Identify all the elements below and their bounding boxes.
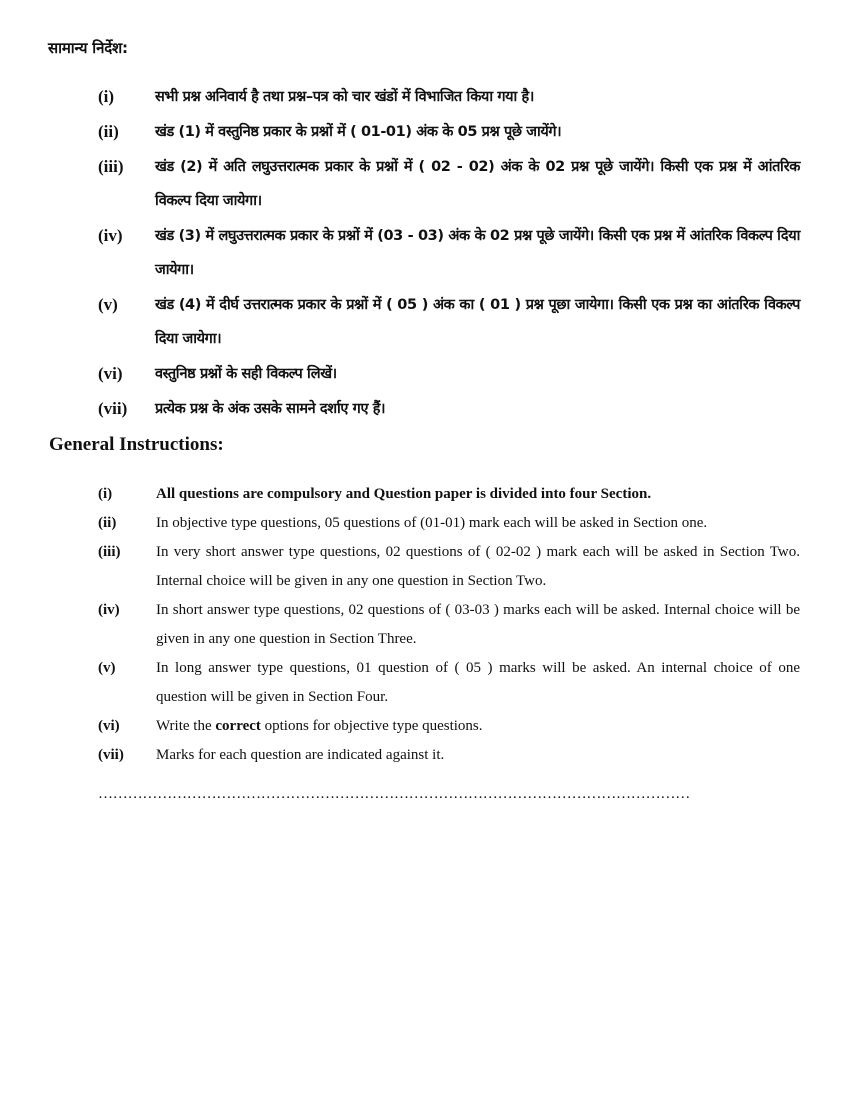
hindi-item-number: (ii) — [98, 122, 119, 141]
text-segment: options for objective type questions. — [260, 718, 483, 734]
english-instructions-list — [98, 480, 800, 770]
english-instruction-item — [98, 741, 800, 770]
hindi-item-number: (iii) — [98, 157, 124, 176]
hindi-item-text: खंड (3) में लघुउत्तरात्मक प्रकार के प्रश्नों में (03 - 03) अंक के 02 प्रश्न पूछे जायेंगे। किसी एक प्रश्न में आंतरिक विकल्प दिया जायेगा। — [155, 228, 800, 278]
hindi-instructions-heading: सामान्य निर्देश: — [48, 39, 128, 57]
english-item-text — [156, 712, 800, 741]
hindi-item-text: वस्तुनिष्ठ प्रश्नों के सही विकल्प लिखें। — [155, 366, 337, 382]
english-item-number: (i) — [98, 486, 113, 502]
english-instruction-item — [98, 509, 800, 538]
english-item-number: (vii) — [98, 747, 124, 763]
english-instruction-item — [98, 654, 800, 712]
english-item-text: All questions are compulsory and Question paper is divided into four Section. — [156, 486, 652, 502]
hindi-item-number: (i) — [98, 87, 115, 106]
hindi-item-text: प्रत्येक प्रश्न के अंक उसके सामने दर्शाए गए हैं। — [155, 401, 386, 417]
english-item-number: (iii) — [98, 544, 121, 560]
english-item-number: (vi) — [98, 718, 120, 734]
english-item-text: In short answer type questions, 02 questions of ( 03-03 ) marks each will be asked. Internal choice will be given in any one question in Section Three. — [156, 602, 800, 647]
hindi-instruction-item — [98, 223, 800, 287]
text-segment: Write the — [156, 718, 216, 734]
hindi-instruction-item — [98, 292, 800, 356]
hindi-instruction-item — [98, 361, 800, 391]
general-instructions-heading: General Instructions: — [49, 434, 224, 455]
hindi-item-number: (vii) — [98, 399, 128, 418]
hindi-item-number: (v) — [98, 295, 118, 314]
hindi-instruction-item — [98, 84, 800, 114]
hindi-instruction-item — [98, 119, 800, 149]
english-item-number: (v) — [98, 660, 116, 676]
hindi-instruction-item — [98, 396, 800, 426]
hindi-item-text: सभी प्रश्न अनिवार्य है तथा प्रश्न–पत्र को चार खंडों में विभाजित किया गया है। — [155, 89, 534, 105]
end-dotted-separator: ………………………………………………………………………………………………………… — [98, 786, 691, 802]
english-item-text: In very short answer type questions, 02 questions of ( 02-02 ) mark each will be asked in Section Two. Internal choice will be given in any one question in Section Two. — [156, 544, 800, 589]
english-instruction-item — [98, 596, 800, 654]
english-item-text: In long answer type questions, 01 question of ( 05 ) marks will be asked. An internal choice of one question will be given in Section Four. — [156, 660, 800, 705]
hindi-instruction-item — [98, 154, 800, 218]
hindi-item-number: (vi) — [98, 364, 123, 383]
hindi-instructions-list — [98, 84, 800, 431]
english-item-number: (iv) — [98, 602, 120, 618]
hindi-item-text: खंड (4) में दीर्घ उत्तरात्मक प्रकार के प्रश्नों में ( 05 ) अंक का ( 01 ) प्रश्न पूछा जायेगा। किसी एक प्रश्न का आंतरिक विकल्प दिया जायेगा। — [155, 297, 800, 347]
english-item-number: (ii) — [98, 515, 117, 531]
english-instruction-item — [98, 712, 800, 741]
english-instruction-item — [98, 538, 800, 596]
english-item-text: In objective type questions, 05 questions of (01-01) mark each will be asked in Section one. — [156, 515, 708, 531]
hindi-item-text: खंड (2) में अति लघुउत्तरात्मक प्रकार के प्रश्नों में ( 02 - 02) अंक के 02 प्रश्न पूछे जायेंगे। किसी एक प्रश्न में आंतरिक विकल्प दिया जायेगा। — [155, 159, 800, 209]
hindi-item-text: खंड (1) में वस्तुनिष्ठ प्रकार के प्रश्नों में ( 01-01) अंक के 05 प्रश्न पूछे जायेंगे। — [155, 124, 562, 140]
english-instruction-item — [98, 480, 800, 509]
english-item-text: Marks for each question are indicated against it. — [156, 747, 445, 763]
hindi-item-number: (iv) — [98, 226, 123, 245]
bold-word-correct: correct — [215, 718, 261, 734]
